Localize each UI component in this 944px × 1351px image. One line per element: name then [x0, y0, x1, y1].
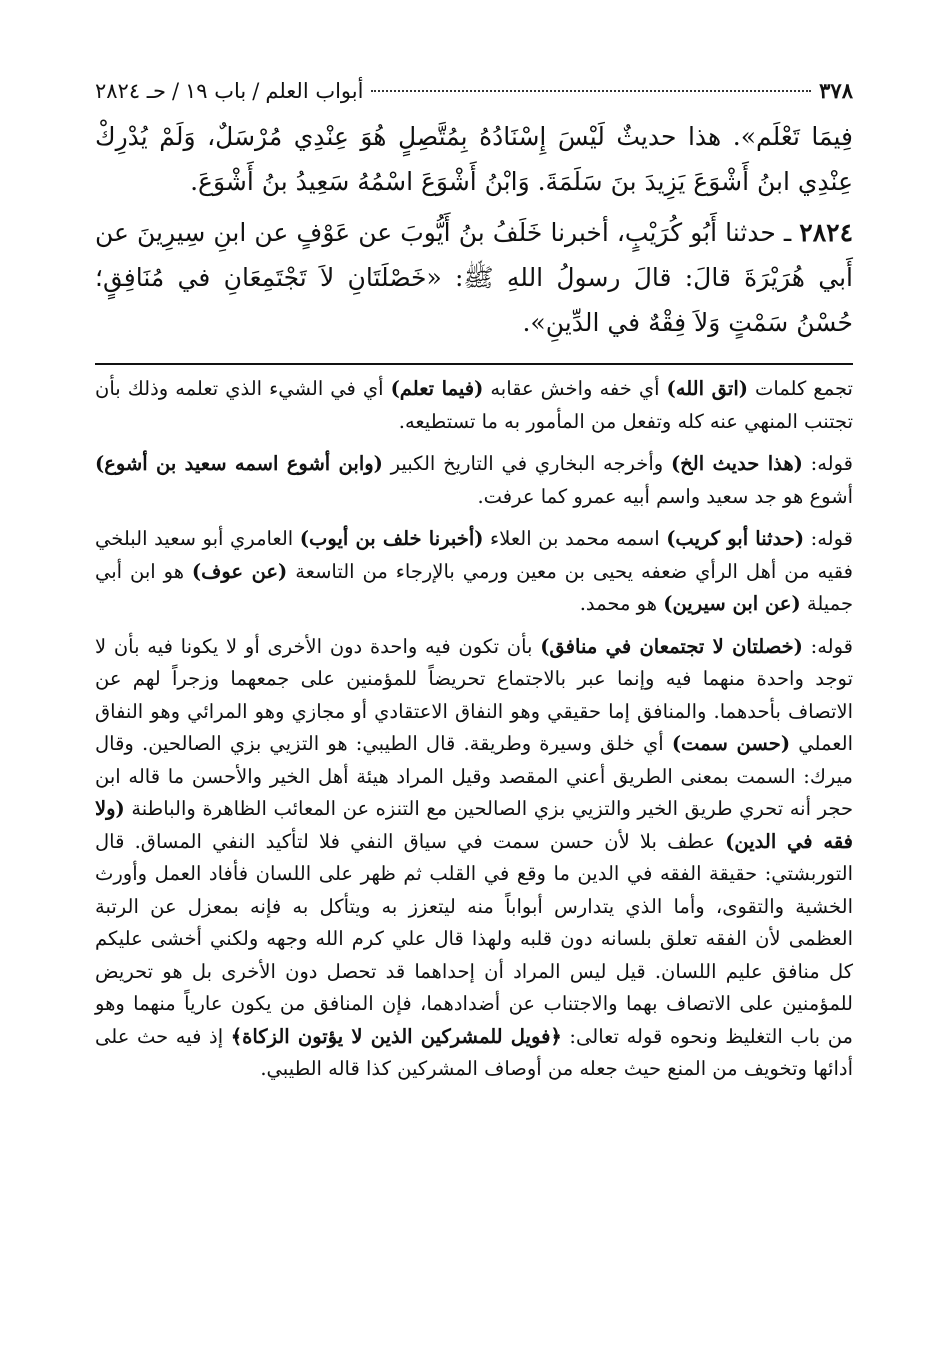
- quoted-phrase: (عن عوف): [191, 559, 288, 583]
- commentary: [95, 373, 853, 1086]
- quoted-phrase: (ولا فقه في الدين): [95, 797, 854, 853]
- text-run: أشوع هو جد سعيد واسم أبيه عمرو كما عرفت.: [477, 484, 853, 508]
- text-run: هو محمد.: [579, 592, 664, 615]
- quoted-phrase: (اتق الله): [666, 377, 748, 400]
- text-run: هو ابن أبي جميلة: [95, 559, 853, 615]
- text-run: قوله:: [804, 527, 853, 550]
- text-run: أي في الشيء الذي تعلمه وذلك بأن تجتنب المنهي عنه كله وتفعل من المأمور به ما تستطيعه.: [95, 377, 853, 433]
- footnote-divider: [95, 363, 853, 365]
- text-run: اسمه محمد بن العلاء: [483, 527, 667, 550]
- text-run: إذ فيه حث على أدائها وتخويف من المنع حيث جعله من أوصاف المشركين كذا قاله الطيبي.: [95, 1024, 853, 1080]
- hadith-ref: حـ ٢٨٢٤: [95, 79, 166, 103]
- chapter-label: باب ١٩: [185, 79, 247, 103]
- text-run: قوله:: [802, 634, 854, 658]
- quoted-phrase: (عن ابن سيرين): [663, 592, 801, 615]
- hadith-paragraph: [95, 210, 853, 345]
- main-paragraph: فِيمَا تَعْلَم». هذا حديثٌ لَيْسَ إِسْنَادُهُ بِمُتَّصِلٍ هُوَ عِنْدِي مُرْسَلٌ، وَلَمْ يُدْرِكْ عِنْدِي ابنُ أَشْوَعَ يَزِيدَ بنَ سَلَمَةَ. وَابْنُ أَشْوَعَ اسْمُهُ سَعِيدُ بنُ أَشْوَعَ.: [95, 122, 853, 196]
- book-title: أبواب العلم: [265, 79, 364, 103]
- hadith-text: ـ حدثنا أَبُو كُرَيْبٍ، أخبرنا خَلَفُ بنُ أَيُّوبَ عن عَوْفٍ عن ابنِ سِيرِينَ عن أَبي هُرَيْرَةَ قالَ: قالَ رسولُ اللهِ ﷺ: «خَصْلَتَانِ لاَ تَجْتَمِعَانِ في مُنَافِقٍ؛ حُسْنُ سَمْتٍ وَلاَ فِقْهٌ في الدِّينِ».: [95, 218, 853, 337]
- main-hadith-text: [95, 114, 853, 345]
- text-run: العامري أبو سعيد البلخي فقيه من أهل الرأي ضعفه يحيى بن معين ورمي بالإرجاء من التاسعة: [95, 527, 853, 583]
- text-run: أي خفه واخش عقابه: [483, 377, 667, 400]
- text-run: بأن تكون فيه واحدة دون الأخرى أو لا يكونا فيه بأن لا توجد واحدة منهما فيه وإنما عبر بالاجتماع تحريضاً للمؤمنين على جمعهما وزجراً لهم عن الاتصاف بأحدهما. والمنافق إما حقيقي وهو النفاق الاعتقادي أو مجازي وهو المرائي وهو النفاق العملي: [95, 634, 853, 755]
- quoted-phrase: (خصلتان لا تجتمعان في منافق): [540, 634, 803, 658]
- section-path: [95, 79, 363, 103]
- hadith-number: ٢٨٢٤: [799, 218, 854, 247]
- text-run: قوله:: [802, 452, 854, 475]
- commentary-paragraph: [95, 448, 853, 513]
- quoted-phrase: (هذا حديث الخ): [670, 452, 803, 475]
- quoted-phrase: (حسن سمت): [671, 732, 791, 755]
- page-number: ٣٧٨: [819, 78, 853, 103]
- path-separator: /: [171, 79, 180, 103]
- text-run: وأخرجه البخاري في التاريخ الكبير: [382, 452, 671, 475]
- quoted-phrase: (أخبرنا خلف بن أيوب): [299, 527, 484, 550]
- quoted-phrase: (حدثنا أبو كريب): [666, 527, 805, 550]
- path-separator: /: [252, 79, 260, 103]
- commentary-paragraph: [95, 373, 853, 438]
- commentary-paragraph: [95, 631, 853, 1086]
- quoted-phrase: (فيما تعلم): [390, 377, 484, 400]
- quoted-phrase: (وابن أشوع اسمه سعيد بن أشوع): [95, 452, 383, 475]
- text-run: عطف بلا لأن حسن سمت في سياق النفي فلا لتأكيد النفي المساق. قال التوربشتي: حقيقة الفقه في الدين ما وقع في القلب ثم ظهر على اللسان فأفاد العمل وأورث الخشية والتقوى، وأما الذي يتدارس أبواباً منه ليتعزز به ويتأكل به فإنه بمعزل عن الرتبة العظمى لأن الفقه تعلق بلسانه دون قلبه ولهذا قال علي كرم الله وجهه ولكني أخشى عليكم كل منافق عليم اللسان. قيل ليس المراد أن إحداهما قد تحصل دون الأخرى بل هو تحريض للمؤمنين على الاتصاف بهما والاجتناب عن أضدادهما، فإن المنافق من يكون عارياً منهما وهو من باب التغليظ ونحوه قوله تعالى:: [95, 829, 854, 1048]
- commentary-paragraph: [95, 523, 853, 621]
- text-run: أي خلق وسيرة وطريقة. قال الطيبي: هو التزيي بزي الصالحين. وقال ميرك: السمت بمعنى الطريق أعني المقصد وقيل المراد هيئة أهل الخير والأحسن ما قاله ابن حجر أنه تحري طريق الخير والتزيي بزي الصالحين مع التنزه عن المعائب الظاهرة والباطنة: [95, 732, 853, 820]
- quoted-verse: ﴿فويل للمشركين الذين لا يؤتون الزكاة﴾: [230, 1024, 562, 1048]
- running-header: [95, 78, 853, 112]
- page: [95, 78, 853, 1096]
- header-leader-dots: [371, 90, 811, 92]
- text-run: تجمع كلمات: [747, 377, 853, 400]
